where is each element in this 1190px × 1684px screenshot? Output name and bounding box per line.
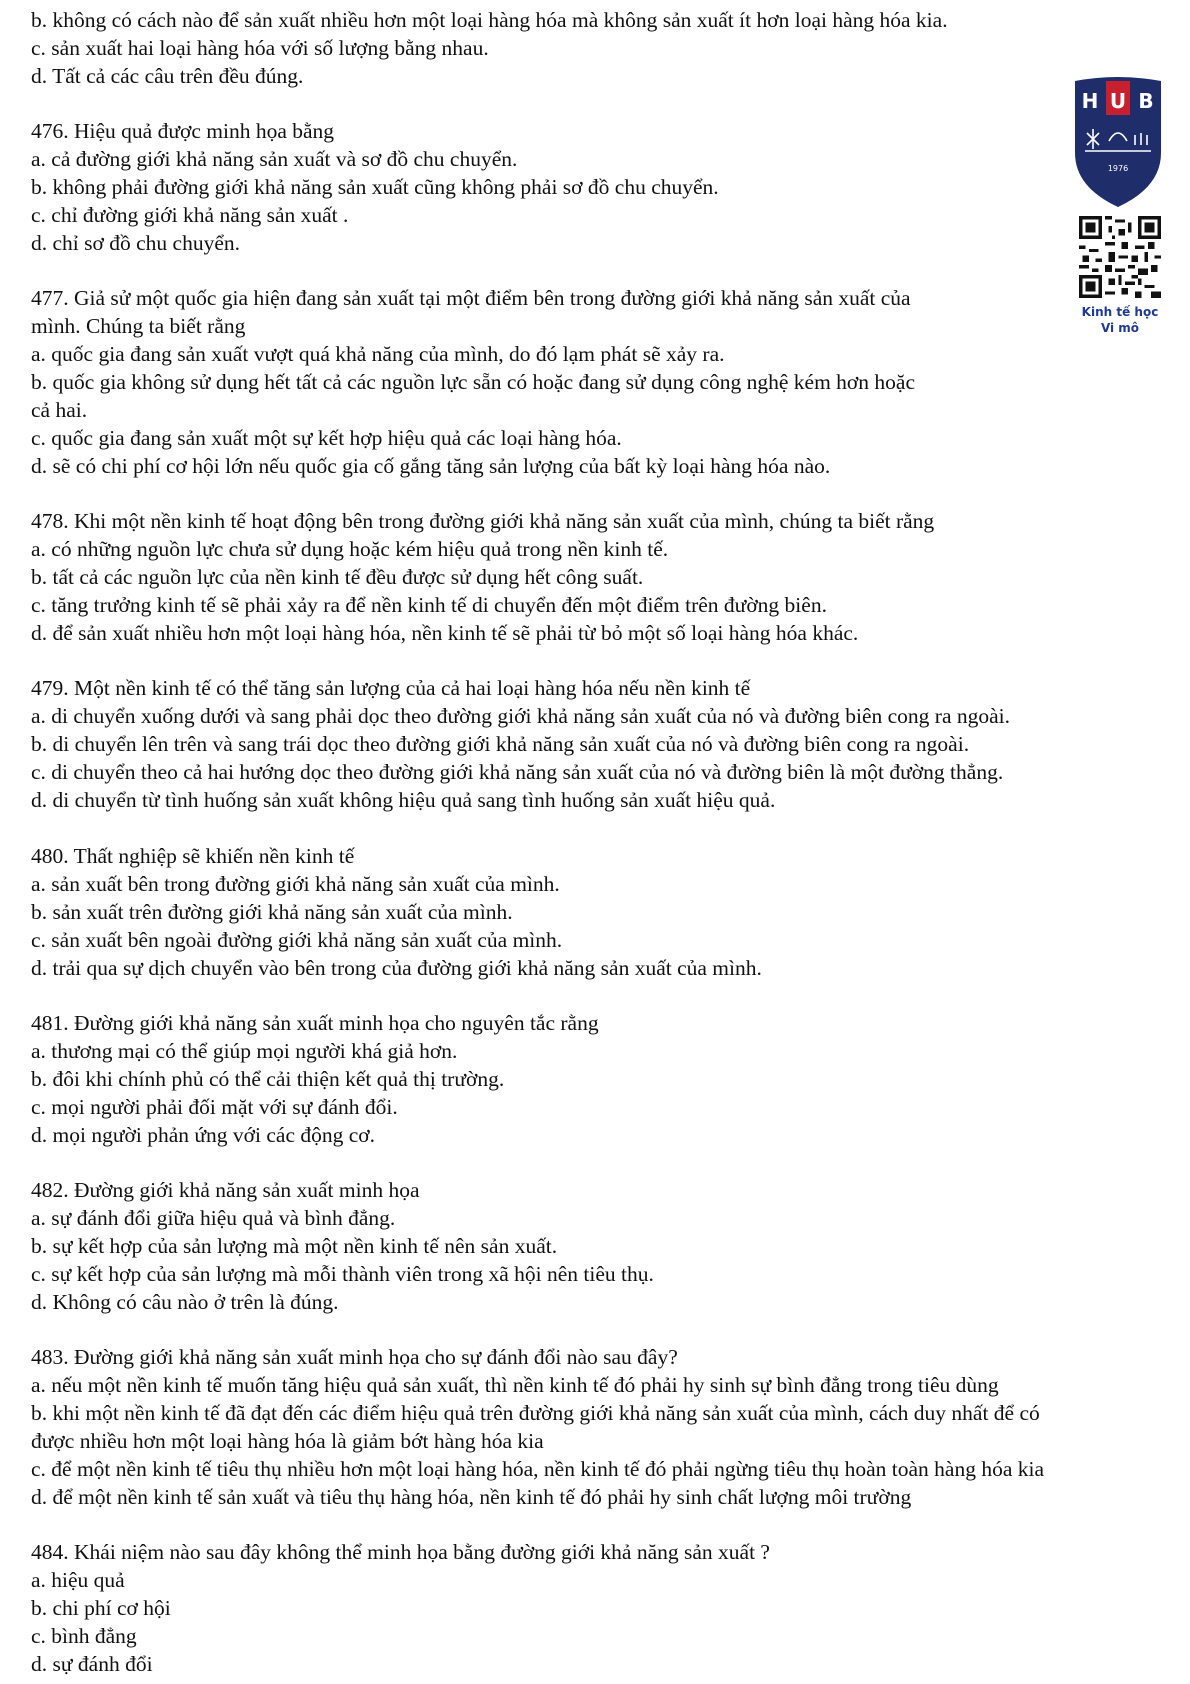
answer-option: c. di chuyển theo cả hai hướng dọc theo đường giới khả năng sản xuất của nó và đường biên là một đường thẳng.	[31, 760, 1004, 784]
answer-option: a. sự đánh đổi giữa hiệu quả và bình đẳng.	[31, 1206, 396, 1230]
question-477: 477. Giả sử một quốc gia hiện đang sản xuất tại một điểm bên trong đường giới khả năng sản xuất của	[31, 286, 911, 310]
question-483: 483. Đường giới khả năng sản xuất minh họa cho sự đánh đổi nào sau đây?	[31, 1345, 678, 1369]
answer-option: a. có những nguồn lực chưa sử dụng hoặc kém hiệu quả trong nền kinh tế.	[31, 537, 669, 561]
answer-option: d. để sản xuất nhiều hơn một loại hàng hóa, nền kinh tế sẽ phải từ bỏ một số loại hàng hóa khác.	[31, 621, 859, 645]
answer-option: b. quốc gia không sử dụng hết tất cả các nguồn lực sẵn có hoặc đang sử dụng công nghệ kém hơn hoặc	[31, 370, 915, 394]
answer-option-cont: cả hai.	[31, 398, 88, 422]
answer-option: a. hiệu quả	[31, 1568, 125, 1592]
question-484: 484. Khái niệm nào sau đây không thể minh họa bằng đường giới khả năng sản xuất ?	[31, 1540, 770, 1564]
answer-option: a. di chuyển xuống dưới và sang phải dọc theo đường giới khả năng sản xuất của nó và đường biên cong ra ngoài.	[31, 704, 1011, 728]
answer-option: c. tăng trưởng kinh tế sẽ phải xảy ra để nền kinh tế di chuyển đến một điểm trên đường biên.	[31, 593, 827, 617]
answer-option: d. mọi người phản ứng với các động cơ.	[31, 1123, 376, 1147]
logo-letter: H	[1081, 89, 1099, 113]
answer-option: b. không có cách nào để sản xuất nhiều hơn một loại hàng hóa mà không sản xuất ít hơn loại hàng hóa kia.	[31, 8, 948, 32]
answer-option: d. trải qua sự dịch chuyển vào bên trong của đường giới khả năng sản xuất của mình.	[31, 956, 762, 980]
answer-option: a. quốc gia đang sản xuất vượt quá khả năng của mình, do đó lạm phát sẽ xảy ra.	[31, 342, 725, 366]
answer-option: c. bình đẳng	[31, 1624, 137, 1648]
question-476: 476. Hiệu quả được minh họa bằng	[31, 119, 335, 143]
answer-option: b. sự kết hợp của sản lượng mà một nền kinh tế nên sản xuất.	[31, 1234, 558, 1258]
qr-code	[1079, 216, 1161, 298]
answer-option: d. để một nền kinh tế sản xuất và tiêu thụ hàng hóa, nền kinh tế đó phải hy sinh chất lượng môi trường	[31, 1485, 912, 1509]
answer-option: d. sự đánh đổi	[31, 1652, 153, 1676]
answer-option: d. chỉ sơ đồ chu chuyển.	[31, 231, 241, 255]
logo-letter: U	[1109, 89, 1127, 113]
answer-option: d. Không có câu nào ở trên là đúng.	[31, 1290, 339, 1314]
answer-option: b. di chuyển lên trên và sang trái dọc theo đường giới khả năng sản xuất của nó và đường biên cong ra ngoài.	[31, 732, 970, 756]
answer-option: c. chỉ đường giới khả năng sản xuất .	[31, 203, 349, 227]
answer-option: a. nếu một nền kinh tế muốn tăng hiệu quả sản xuất, thì nền kinh tế đó phải hy sinh sự bình đẳng trong tiêu dùng	[31, 1373, 999, 1397]
answer-option: c. sản xuất bên ngoài đường giới khả năng sản xuất của mình.	[31, 928, 563, 952]
answer-option: b. đôi khi chính phủ có thể cải thiện kết quả thị trường.	[31, 1067, 505, 1091]
answer-option: d. sẽ có chi phí cơ hội lớn nếu quốc gia cố gắng tăng sản lượng của bất kỳ loại hàng hóa nào.	[31, 454, 831, 478]
answer-option: c. quốc gia đang sản xuất một sự kết hợp hiệu quả các loại hàng hóa.	[31, 426, 622, 450]
question-477-cont: mình. Chúng ta biết rằng	[31, 314, 246, 338]
answer-option-cont: được nhiều hơn một loại hàng hóa là giảm bớt hàng hóa kia	[31, 1429, 544, 1453]
answer-option: c. sự kết hợp của sản lượng mà mỗi thành viên trong xã hội nên tiêu thụ.	[31, 1262, 654, 1286]
logo-letter: B	[1138, 89, 1154, 113]
brand-subtitle: Vi mô	[1100, 321, 1140, 335]
answer-option: b. chi phí cơ hội	[31, 1596, 171, 1620]
answer-option: c. mọi người phải đối mặt với sự đánh đổi.	[31, 1095, 398, 1119]
answer-option: b. không phải đường giới khả năng sản xuất cũng không phải sơ đồ chu chuyển.	[31, 175, 719, 199]
question-480: 480. Thất nghiệp sẽ khiến nền kinh tế	[31, 844, 355, 868]
brand-title: Kinh tế học	[1081, 305, 1159, 319]
question-479: 479. Một nền kinh tế có thể tăng sản lượng của cả hai loại hàng hóa nếu nền kinh tế	[31, 676, 751, 700]
question-481: 481. Đường giới khả năng sản xuất minh họa cho nguyên tắc rằng	[31, 1011, 599, 1035]
answer-option: b. khi một nền kinh tế đã đạt đến các điểm hiệu quả trên đường giới khả năng sản xuất của mình, cách duy nhất để có	[31, 1401, 1040, 1425]
answer-option: b. sản xuất trên đường giới khả năng sản xuất của mình.	[31, 900, 513, 924]
hub-logo	[1073, 75, 1163, 210]
answer-option: a. cả đường giới khả năng sản xuất và sơ đồ chu chuyển.	[31, 147, 518, 171]
answer-option: a. sản xuất bên trong đường giới khả năng sản xuất của mình.	[31, 872, 560, 896]
question-478: 478. Khi một nền kinh tế hoạt động bên trong đường giới khả năng sản xuất của mình, chúng ta biết rằng	[31, 509, 935, 533]
answer-option: a. thương mại có thể giúp mọi người khá giả hơn.	[31, 1039, 458, 1063]
answer-option: c. để một nền kinh tế tiêu thụ nhiều hơn một loại hàng hóa, nền kinh tế đó phải ngừng tiêu thụ hoàn toàn hàng hóa kia	[31, 1457, 1045, 1481]
answer-option: d. Tất cả các câu trên đều đúng.	[31, 64, 304, 88]
question-482: 482. Đường giới khả năng sản xuất minh họa	[31, 1178, 420, 1202]
answer-option: b. tất cả các nguồn lực của nền kinh tế đều được sử dụng hết công suất.	[31, 565, 644, 589]
logo-year: 1976	[1107, 164, 1129, 173]
answer-option: c. sản xuất hai loại hàng hóa với số lượng bằng nhau.	[31, 36, 489, 60]
answer-option: d. di chuyển từ tình huống sản xuất không hiệu quả sang tình huống sản xuất hiệu quả.	[31, 788, 776, 812]
